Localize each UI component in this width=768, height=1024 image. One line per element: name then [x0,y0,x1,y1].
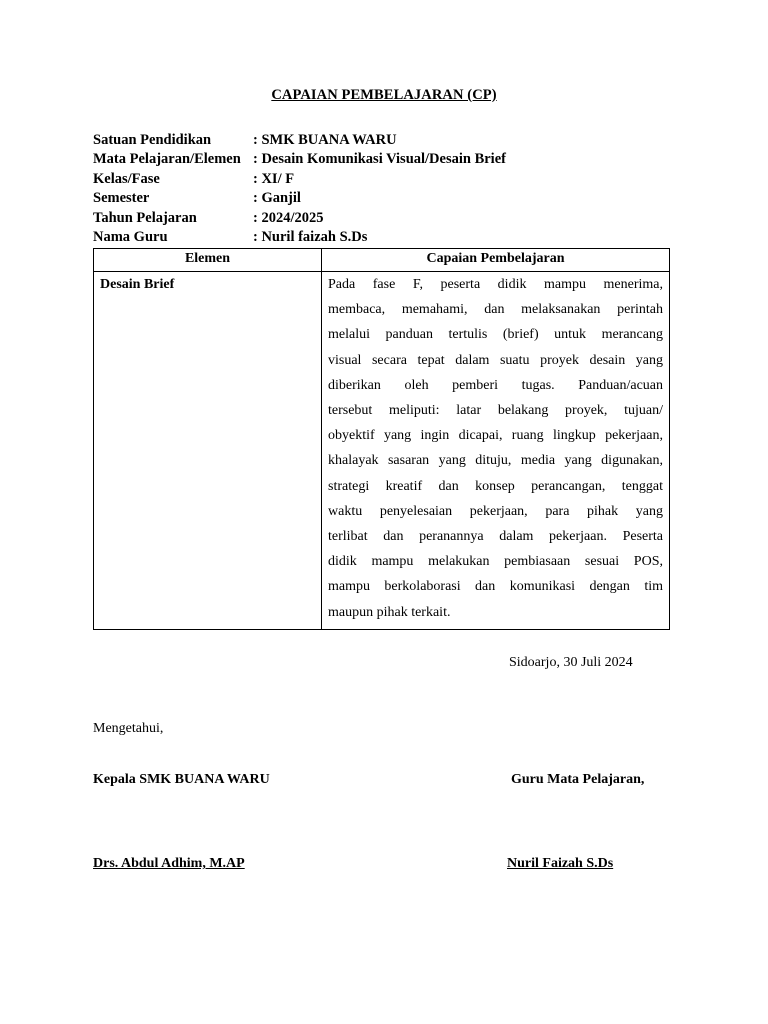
info-value: : XI/ F [253,170,295,187]
signature-right-role: Guru Mata Pelajaran, [511,772,645,787]
info-label: Semester [93,190,150,207]
capaian-line: diberikan oleh pemberi tugas. Panduan/acuan [328,377,663,393]
info-label: Tahun Pelajaran [93,209,197,226]
cell-elemen: Desain Brief [94,272,322,630]
signature-left-name: Drs. Abdul Adhim, M.AP [93,856,245,871]
capaian-line: obyektif yang ingin dicapai, ruang lingkup pekerjaan, [328,428,663,444]
info-row-nama-guru [93,228,693,247]
capaian-table [93,248,670,630]
info-row-satuan-pendidikan [93,131,693,150]
capaian-line: mampu berkolaborasi dan komunikasi dengan tim [328,579,663,595]
info-value: : Desain Komunikasi Visual/Desain Brief [253,151,506,168]
cell-capaian [322,272,670,630]
capaian-line: waktu penyelesaian pekerjaan, para pihak yang [328,503,663,519]
info-row-mata-pelajaran [93,150,693,169]
table-header-row [94,249,670,272]
info-value: : 2024/2025 [253,209,324,226]
place-date: Sidoarjo, 30 Juli 2024 [509,655,633,670]
info-value: : SMK BUANA WARU [253,132,397,148]
acknowledge-text: Mengetahui, [93,721,164,736]
capaian-line: strategi kreatif dan konsep perancangan, tenggat [328,478,663,494]
capaian-line: didik mampu melakukan pembiasaan sesuai POS, [328,554,663,570]
capaian-line: terlibat dan peranannya dalam pekerjaan. Peserta [328,529,663,545]
document-title: CAPAIAN PEMBELAJARAN (CP) [271,87,497,103]
info-label: Nama Guru [93,228,168,245]
info-row-semester [93,189,693,208]
capaian-line: visual secara tepat dalam suatu proyek desain yang [328,352,663,368]
capaian-line: Pada fase F, peserta didik mampu menerima, [328,277,663,292]
capaian-line: membaca, memahami, dan melaksanakan perintah [328,302,663,318]
table-row [94,272,670,630]
signature-right-name: Nuril Faizah S.Ds [507,856,614,871]
info-label: Kelas/Fase [93,170,160,187]
capaian-line: melalui panduan tertulis (brief) untuk merancang [328,327,663,343]
info-row-tahun-pelajaran [93,209,693,228]
info-value: : Nuril faizah S.Ds [253,228,368,245]
capaian-line: maupun pihak terkait. [328,604,451,620]
info-value: : Ganjil [253,190,301,207]
header-capaian: Capaian Pembelajaran [322,249,670,272]
header-elemen: Elemen [94,249,322,272]
info-block [93,131,693,247]
info-label: Mata Pelajaran/Elemen [93,151,241,168]
info-label: Satuan Pendidikan [93,132,212,148]
capaian-line: khalayak sasaran yang dituju, media yang digunakan, [328,453,663,469]
capaian-line: tersebut meliputi: latar belakang proyek, tujuan/ [328,403,663,419]
info-row-kelas-fase [93,170,693,189]
signature-left-role: Kepala SMK BUANA WARU [93,772,270,787]
